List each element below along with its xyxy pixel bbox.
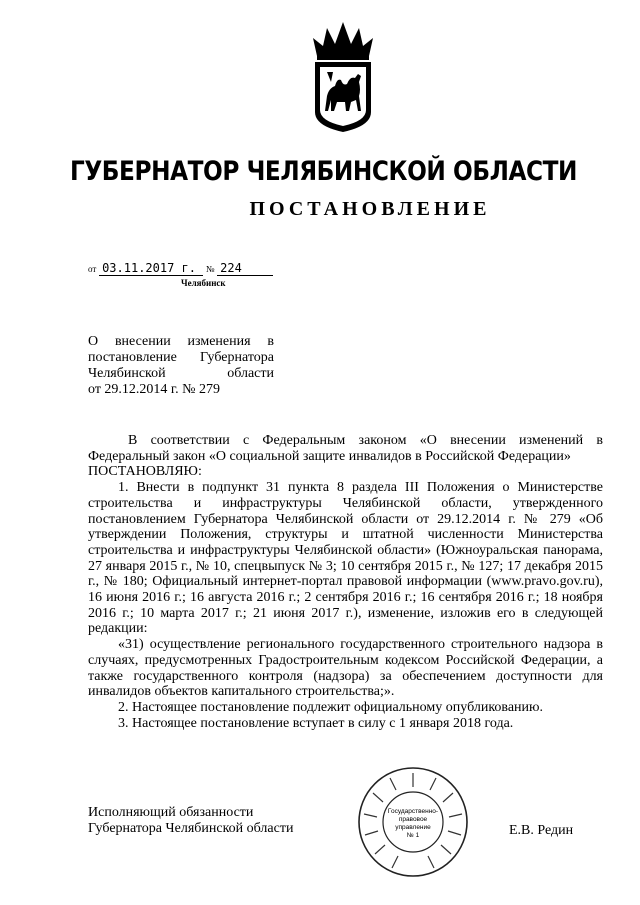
signatory-role-line: Губернатора Челябинской области	[88, 821, 294, 836]
city-label: Челябинск	[181, 278, 226, 288]
coat-of-arms-emblem	[303, 16, 383, 136]
stamp-inner-line: Государственно-	[387, 808, 439, 815]
date-number-line	[88, 262, 273, 276]
item-1-quote-paragraph: «31) осуществление регионального государственного строительного надзора в случаях, предусмотренных Градостроительным кодексом Российской Федерации, а также государственного контроля (надзора) за обеспечением доступности для инвалидов объектов капитального строительства;».	[88, 637, 603, 700]
subject-line: от 29.12.2014 г. № 279	[88, 382, 220, 397]
document-body	[88, 433, 603, 731]
preamble-paragraph: В соответствии с Федеральным законом «О внесении изменений в Федеральный закон «О социальной защите инвалидов в Российской Федерации»	[88, 433, 603, 464]
subject-line: О внесении изменения в	[88, 334, 274, 349]
document-title: ГУБЕРНАТОР ЧЕЛЯБИНСКОЙ ОБЛАСТИ	[69, 156, 578, 187]
stamp-inner-line: № 1	[406, 832, 420, 839]
official-stamp	[356, 765, 470, 879]
stamp-inner-line: правовое	[398, 816, 428, 823]
signatory-name: Е.В. Редин	[509, 823, 574, 838]
item-1-paragraph: 1. Внести в подпункт 31 пункта 8 раздела III Положения о Министерстве строительства и инфраструктуры Челябинской области, утвержденного постановлением Губернатора Челябинской области от 29.12.2014 г. № 279 «Об утверждении Положения, структуры и штатной численности Министерства строительства и инфраструктуры Челябинской области» (Южноуральская панорама, 27 января 2015 г., № 10, спецвыпуск № 3; 10 сентября 2015 г., № 127; 17 декабря 2015 г., № 180; Официальный интернет-портал правовой информации (www.pravo.gov.ru), 16 июня 2016 г.; 16 августа 2016 г.; 2 сентября 2016 г.; 16 сентября 2016 г.; 18 ноября 2016 г.; 10 марта 2017 г.; 21 июня 2017 г.), изменение, изложив его в следующей редакции:	[88, 480, 603, 637]
item-2-paragraph: 2. Настоящее постановление подлежит официальному опубликованию.	[118, 699, 543, 715]
decree-word: ПОСТАНОВЛЯЮ:	[88, 464, 202, 480]
from-label: от	[88, 264, 97, 274]
document-type: ПОСТАНОВЛЕНИЕ	[249, 198, 491, 220]
item-3-paragraph: 3. Настоящее постановление вступает в силу с 1 января 2018 года.	[118, 715, 514, 731]
document-date: 03.11.2017 г.	[99, 262, 203, 276]
signatory-role	[88, 805, 293, 837]
number-label: №	[205, 264, 215, 274]
stamp-inner-line: управление	[395, 824, 431, 831]
subject-line: Челябинской области	[88, 366, 274, 381]
document-subject	[88, 334, 274, 398]
signatory-role-line: Исполняющий обязанности	[88, 805, 254, 820]
subject-line: постановление Губернатора	[88, 350, 274, 365]
document-number: 224	[217, 262, 273, 276]
